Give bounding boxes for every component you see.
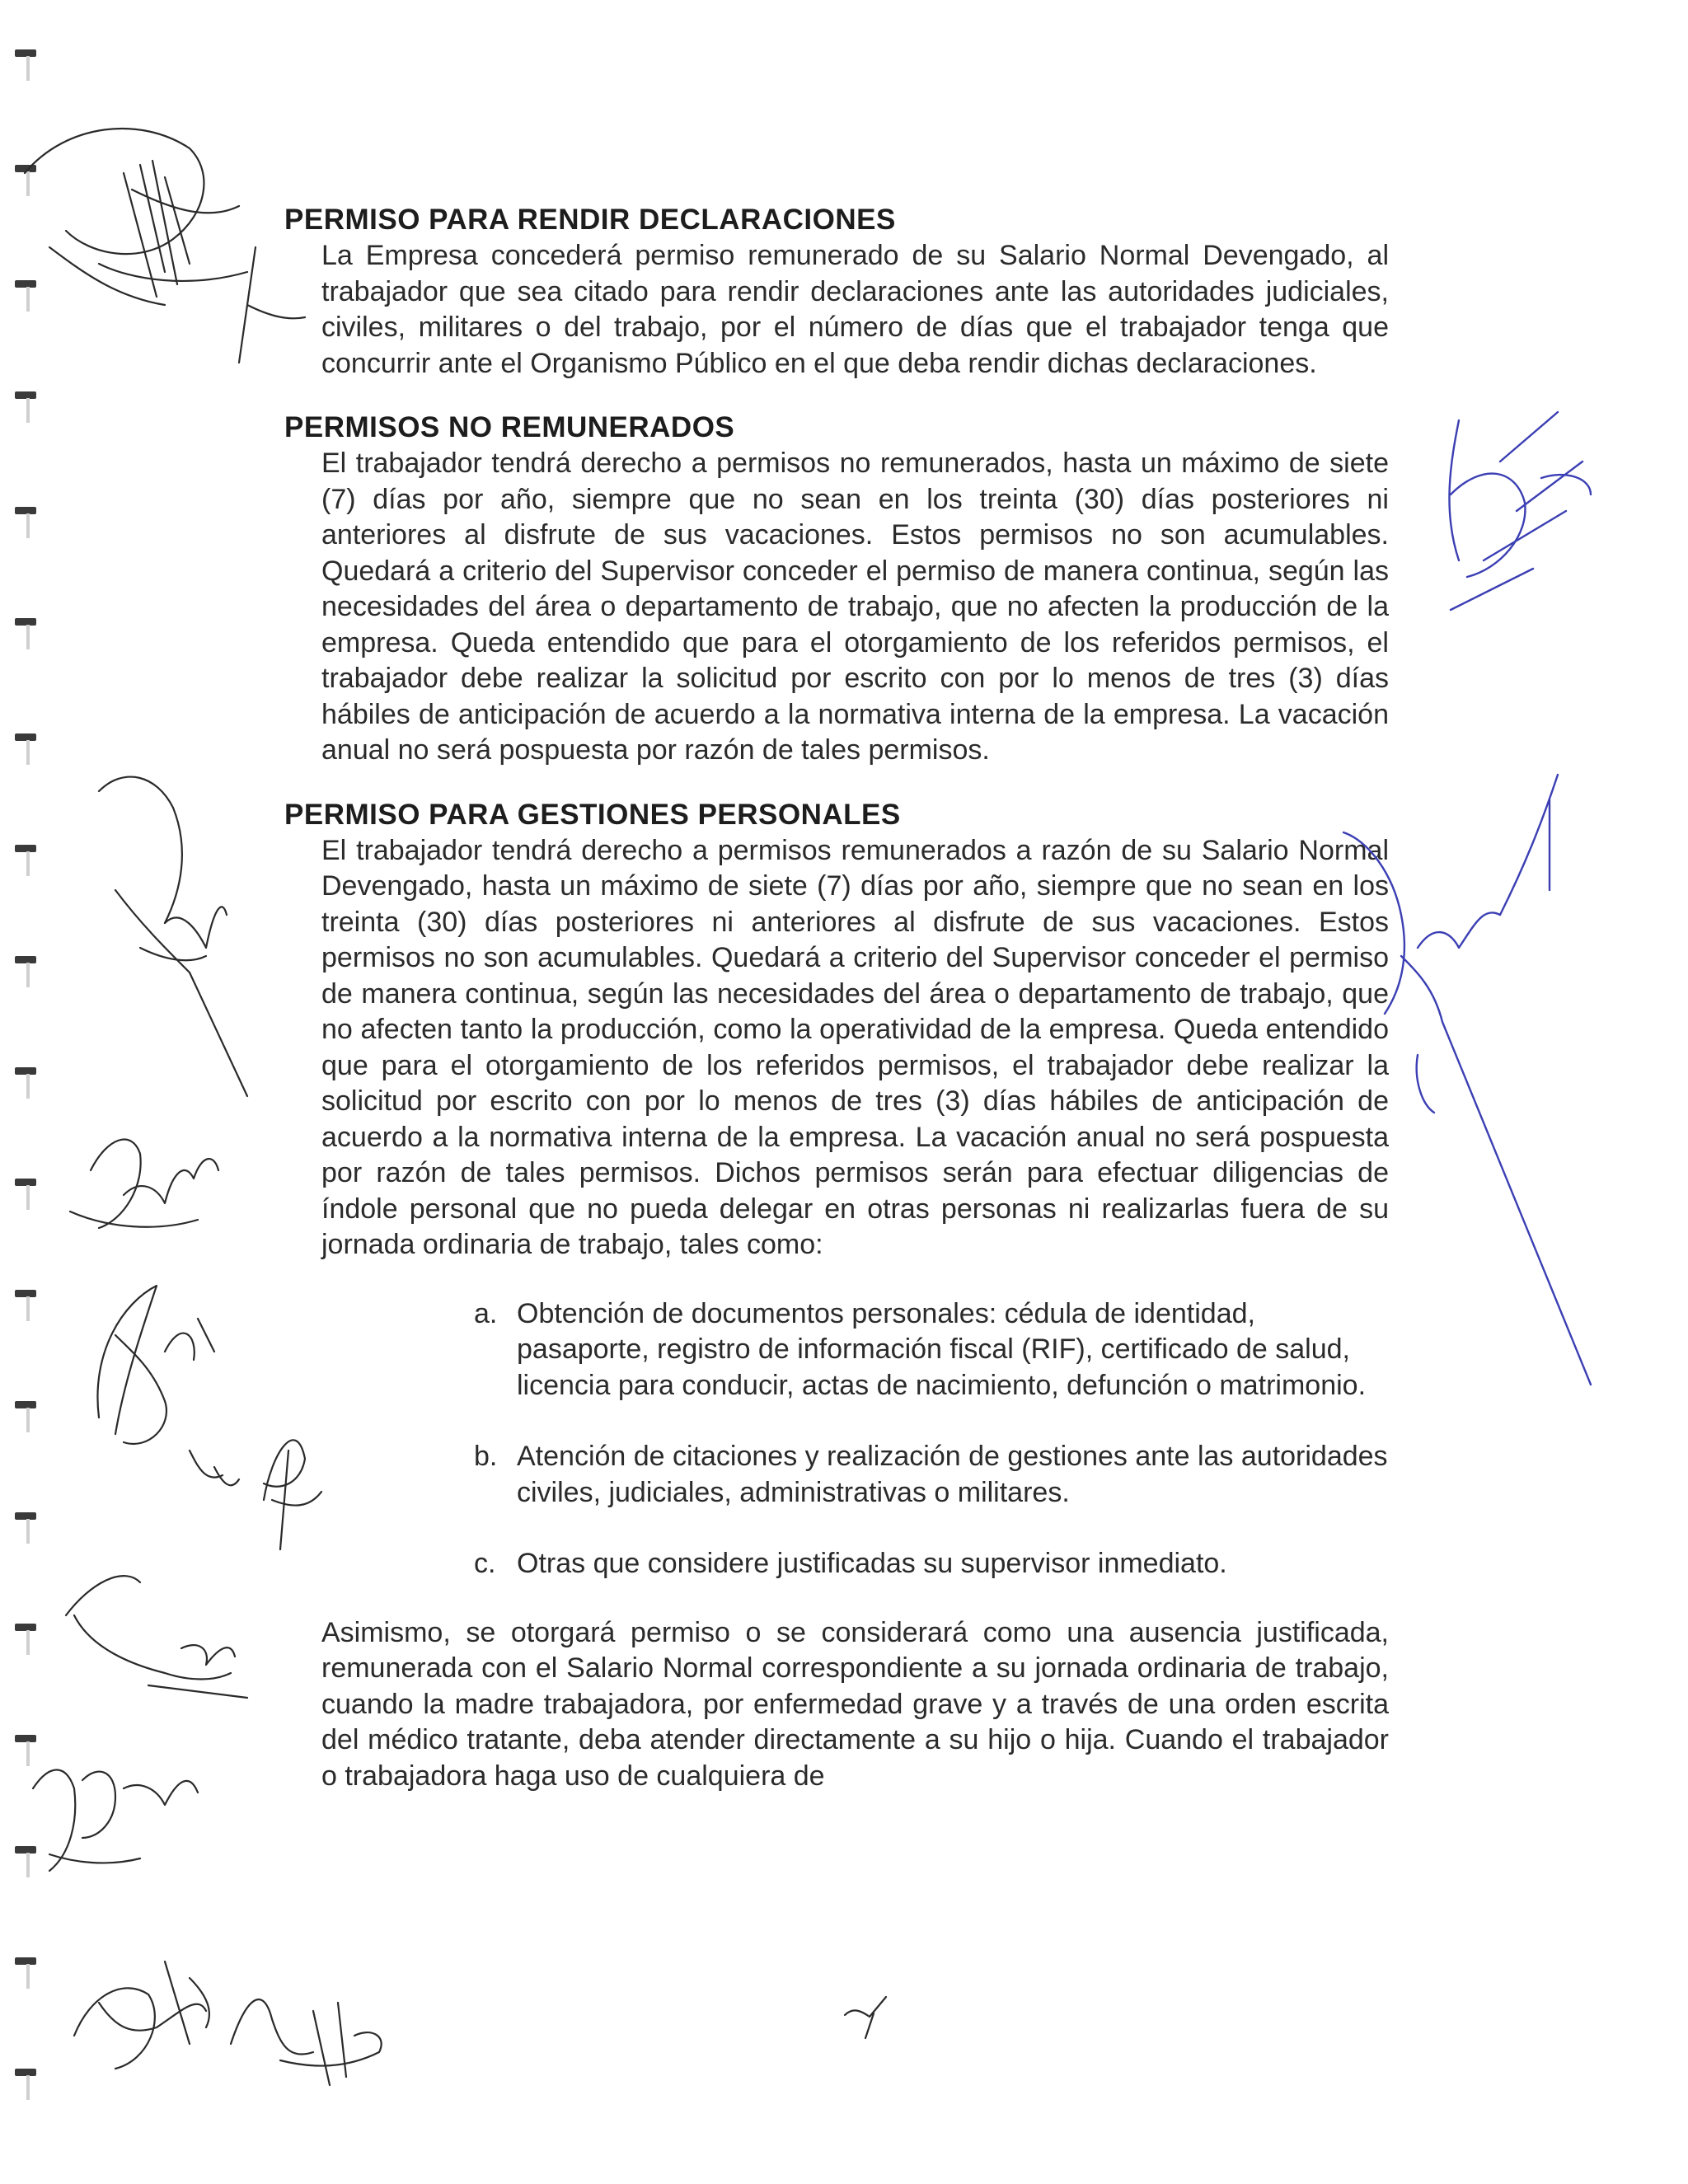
list-marker: c. xyxy=(474,1548,496,1579)
binder-tick xyxy=(15,391,36,399)
section-gestiones-personales xyxy=(284,797,1389,1263)
binder-tick xyxy=(15,733,36,741)
section-heading: PERMISO PARA GESTIONES PERSONALES xyxy=(284,798,901,831)
page-mark xyxy=(841,1990,898,2040)
binder-tick xyxy=(15,1957,36,1965)
binder-tick xyxy=(15,1179,36,1186)
section-heading: PERMISOS NO REMUNERADOS xyxy=(284,411,735,443)
binder-tick xyxy=(15,2069,36,2076)
binder-tick xyxy=(15,1735,36,1742)
list-item-text: Atención de citaciones y realización de gestiones ante las autoridades civiles, judiciales, administrativas o militares. xyxy=(517,1441,1388,1508)
list-item xyxy=(474,1546,1389,1582)
signature-mid-left-2 xyxy=(70,1140,218,1228)
list-marker: b. xyxy=(474,1441,498,1472)
section-paragraph: La Empresa concederá permiso remunerado de su Salario Normal Devengado, al trabajador que sea citado para rendir declaraciones ante las autoridades judiciales, civiles, militares o del trabajo, por el número de días que el trabajador tenga que concurrir ante el Organismo Público en el que deba rendir dichas declaraciones. xyxy=(321,240,1389,379)
list-item-text: Obtención de documentos personales: cédula de identidad, pasaporte, registro de información fiscal (RIF), certificado de salud, licencia para conducir, actas de nacimiento, defunción o matrimonio. xyxy=(517,1297,1367,1401)
section-rendir-declaraciones xyxy=(284,202,1389,382)
binder-tick xyxy=(15,507,36,514)
binder-tick xyxy=(15,618,36,626)
binder-tick xyxy=(15,1624,36,1631)
binder-tick xyxy=(15,1512,36,1520)
section-heading: PERMISO PARA RENDIR DECLARACIONES xyxy=(284,204,896,236)
binder-tick xyxy=(15,1067,36,1075)
section-paragraph: El trabajador tendrá derecho a permisos remunerados a razón de su Salario Normal Devengado, hasta un máximo de siete (7) días por año, siempre que no sean en los treinta (30) días posteriores ni anteriores al disfrute de sus vacaciones. Estos permisos no son acumulables. Quedará a criterio del Supervisor conceder el permiso de manera continua, según las necesidades del área o departamento de trabajo, que no afecten tanto la producción, como la operatividad de la empresa. Queda entendido que para el otorgamiento de los referidos permisos, el trabajador debe realizar la solicitud por escrito con por lo menos de tres (3) días hábiles de anticipación de acuerdo a la normativa interna de la empresa. La vacación anual no será pospuesta por razón de tales permisos. Dichos permisos serán para efectuar diligencias de índole personal que no pueda delegar en otras personas ni realizarlas fuera de su jornada ordinaria de trabajo, tales como: xyxy=(321,834,1389,1260)
binder-tick xyxy=(15,1401,36,1408)
document-body xyxy=(284,202,1389,1794)
list-marker: a. xyxy=(474,1297,498,1329)
binder-margin xyxy=(15,0,48,2184)
binder-tick xyxy=(15,956,36,963)
gestiones-list xyxy=(284,1296,1389,1582)
signature-mid-left-1 xyxy=(99,777,247,1096)
signature-left-4 xyxy=(66,1576,247,1698)
signature-right-top xyxy=(1449,412,1591,610)
list-item xyxy=(474,1439,1389,1511)
binder-tick xyxy=(15,1846,36,1854)
closing-paragraph: Asimismo, se otorgará permiso o se considerará como una ausencia justificada, remunerada con el Salario Normal correspondiente a su jornada ordinaria de trabajo, cuando la madre trabajadora, por enfermedad grave y a través de una orden escrita del médico tratante, deba atender directamente a su hijo o hija. Cuando el trabajador o trabajadora haga uso de cualquiera de xyxy=(321,1616,1389,1792)
list-item-text: Otras que considere justificadas su supervisor inmediato. xyxy=(517,1548,1227,1579)
binder-tick xyxy=(15,280,36,288)
signature-left-5 xyxy=(33,1770,198,1872)
binder-tick xyxy=(15,165,36,172)
binder-tick xyxy=(15,1290,36,1297)
binder-tick xyxy=(15,845,36,852)
signature-bottom-left xyxy=(74,1961,382,2085)
section-paragraph: El trabajador tendrá derecho a permisos no remunerados, hasta un máximo de siete (7) días por año, siempre que no sean en los treinta (30) días posteriores ni anteriores al disfrute de sus vacaciones. Estos permisos no son acumulables. Quedará a criterio del Supervisor conceder el permiso de manera continua, según las necesidades del área o departamento de trabajo, que no afecten la producción de la empresa. Queda entendido que para el otorgamiento de los referidos permisos, el trabajador debe realizar la solicitud por escrito con por lo menos de tres (3) días hábiles de anticipación de acuerdo a la normativa interna de la empresa. La vacación anual no será pospuesta por razón de tales permisos. xyxy=(321,448,1389,766)
section-permisos-no-remunerados xyxy=(284,410,1389,769)
signature-top-left xyxy=(25,129,305,363)
list-item xyxy=(474,1296,1389,1404)
binder-tick xyxy=(15,49,36,57)
